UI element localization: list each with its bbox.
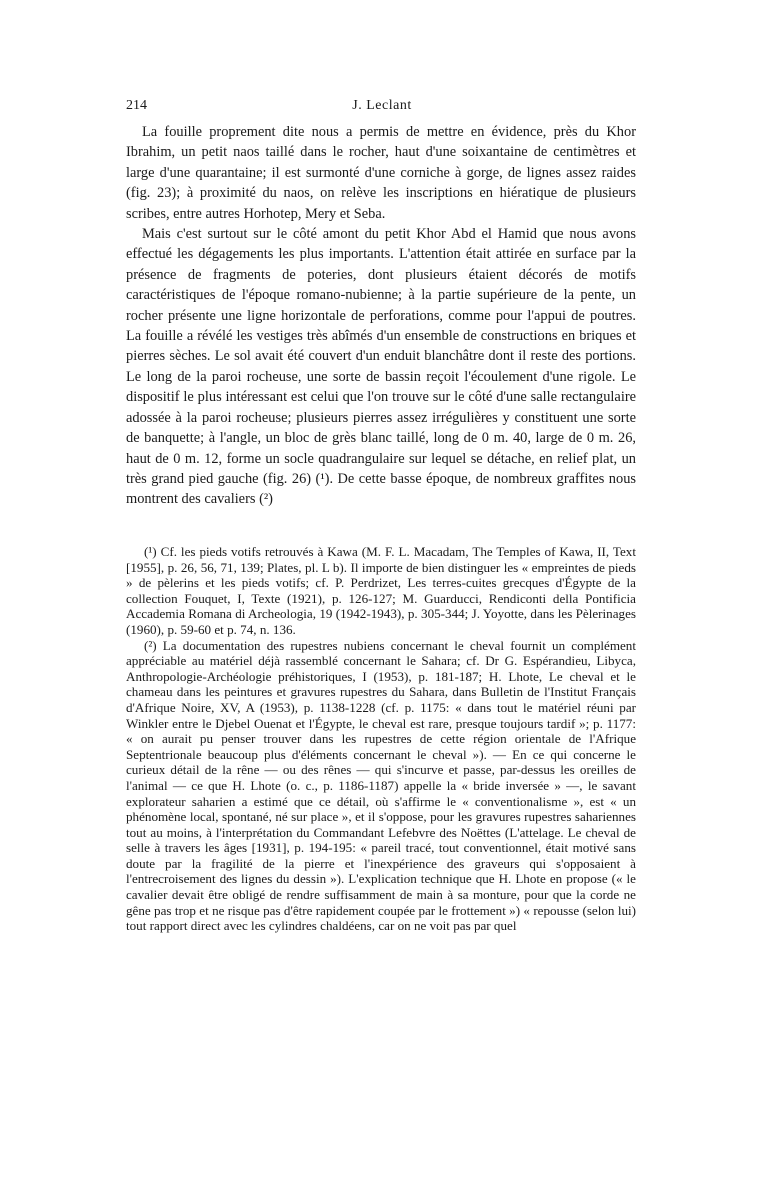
- body-paragraph: Mais c'est surtout sur le côté amont du petit Khor Abd el Hamid que nous avons effectué les dégagements les plus importants. L'attention était attirée en surface par la présence de fragments de poteries, dont plusieurs étaient décorés de motifs caractéristiques de l'époque romano-nubienne; à la partie supérieure de la pente, un rocher présente une ligne horizontale de perforations, comme pour l'appui de poutres. La fouille a révélé les vestiges très abîmés d'un ensemble de constructions en briques et pierres sèches. Le sol avait été couvert d'un enduit blanchâtre dont il reste des portions. Le long de la paroi rocheuse, une sorte de bassin reçoit l'écoulement d'une rigole. Le dispositif le plus intéressant est celui que l'on trouve sur le côté d'une salle rectangulaire adossée à la paroi rocheuse; plusieurs pierres assez irrégulières y constituent une sorte de banquette; à l'angle, un bloc de grès blanc taillé, long de 0 m. 40, large de 0 m. 26, haut de 0 m. 12, forme un socle quadrangulaire sur lequel se détache, en relief plat, un très grand pied gauche (fig. 26) (¹). De cette basse époque, de nombreux graffites nous montrent des cavaliers (²): [126, 226, 636, 508]
- running-head: J. Leclant: [352, 98, 412, 113]
- page-header: [126, 98, 638, 118]
- footnote: (²) La documentation des rupestres nubiens concernant le cheval fournit un complément appréciable au matériel déjà rassemblé concernant le Sahara; cf. Dr G. Espérandieu, Libyca, Anthropologie-Archéologie préhistoriques, I (1953), p. 181-187; H. Lhote, Le cheval et le chameau dans les peintures et gravures rupestres du Sahara, dans Bulletin de l'Institut Français d'Afrique Noire, XV, A (1953), p. 1138-1228 (cf. p. 1175: « dans tout le matériel réuni par Winkler entre le Djebel Ouenat et l'Égypte, le cheval est rare, presque toujours tardif »; p. 1177: « on aurait pu penser trouver dans les rupestres de cette région orientale de l'Afrique Septentrionale beaucoup plus d'éléments concernant le cheval »). — En ce qui concerne le curieux détail de la rêne — ou des rênes — qui s'incurve et passe, par-dessus les oreilles de l'animal — ce que H. Lhote (o. c., p. 1186-1187) appelle la « bride inversée » —, le savant explorateur saharien a estimé que ce détail, où s'affirme le « conventionalisme », est « un phénomène local, spontané, né sur place », et il s'oppose, pour les gravures rupestres sahariennes tout au moins, à l'interprétation du Commandant Lefebvre des Noëttes (L'attelage. Le cheval de selle à travers les âges [1931], p. 194-195: « pareil tracé, tout conventionnel, était motivé sans doute par la fragilité de la pierre et l'inexpérience des graveurs qui s'opposaient à l'entrecroisement des lignes du dessin »). L'explication technique que H. Lhote en propose (« le cavalier devait être obligé de rendre suffisamment de main à sa monture, pour que la corde ne gêne pas trop et ne risque pas d'être rapidement coupée par le frottement ») « repousse (selon lui) tout rapport direct avec les cylindres chaldéens, car on ne voit pas par quel: [126, 637, 636, 934]
- page-number: 214: [126, 98, 147, 113]
- main-text: [126, 122, 636, 510]
- footnotes: [126, 544, 636, 934]
- body-paragraph: La fouille proprement dite nous a permis de mettre en évidence, près du Khor Ibrahim, un petit naos taillé dans le rocher, haut d'une soixantaine de centimètres et large d'une quarantaine; il est surmonté d'une corniche à gorge, de lignes assez raides (fig. 23); à proximité du naos, on relève les inscriptions en hiératique de plusieurs scribes, entre autres Horhotep, Mery et Seba.: [126, 124, 636, 222]
- footnote: (¹) Cf. les pieds votifs retrouvés à Kawa (M. F. L. Macadam, The Temples of Kawa, II, Text [1955], p. 26, 56, 71, 139; Plates, pl. L b). Il importe de bien distinguer les « empreintes de pieds » de pèlerins et les pieds votifs; cf. P. Perdrizet, Les terres-cuites grecques d'Égypte de la collection Fouquet, I, Texte (1921), p. 126-127; M. Guarducci, Rendiconti della Pontificia Accademia Romana di Archeologia, 19 (1942-1943), p. 305-344; J. Yoyotte, dans les Pèlerinages (1960), p. 59-60 et p. 74, n. 136.: [126, 544, 636, 637]
